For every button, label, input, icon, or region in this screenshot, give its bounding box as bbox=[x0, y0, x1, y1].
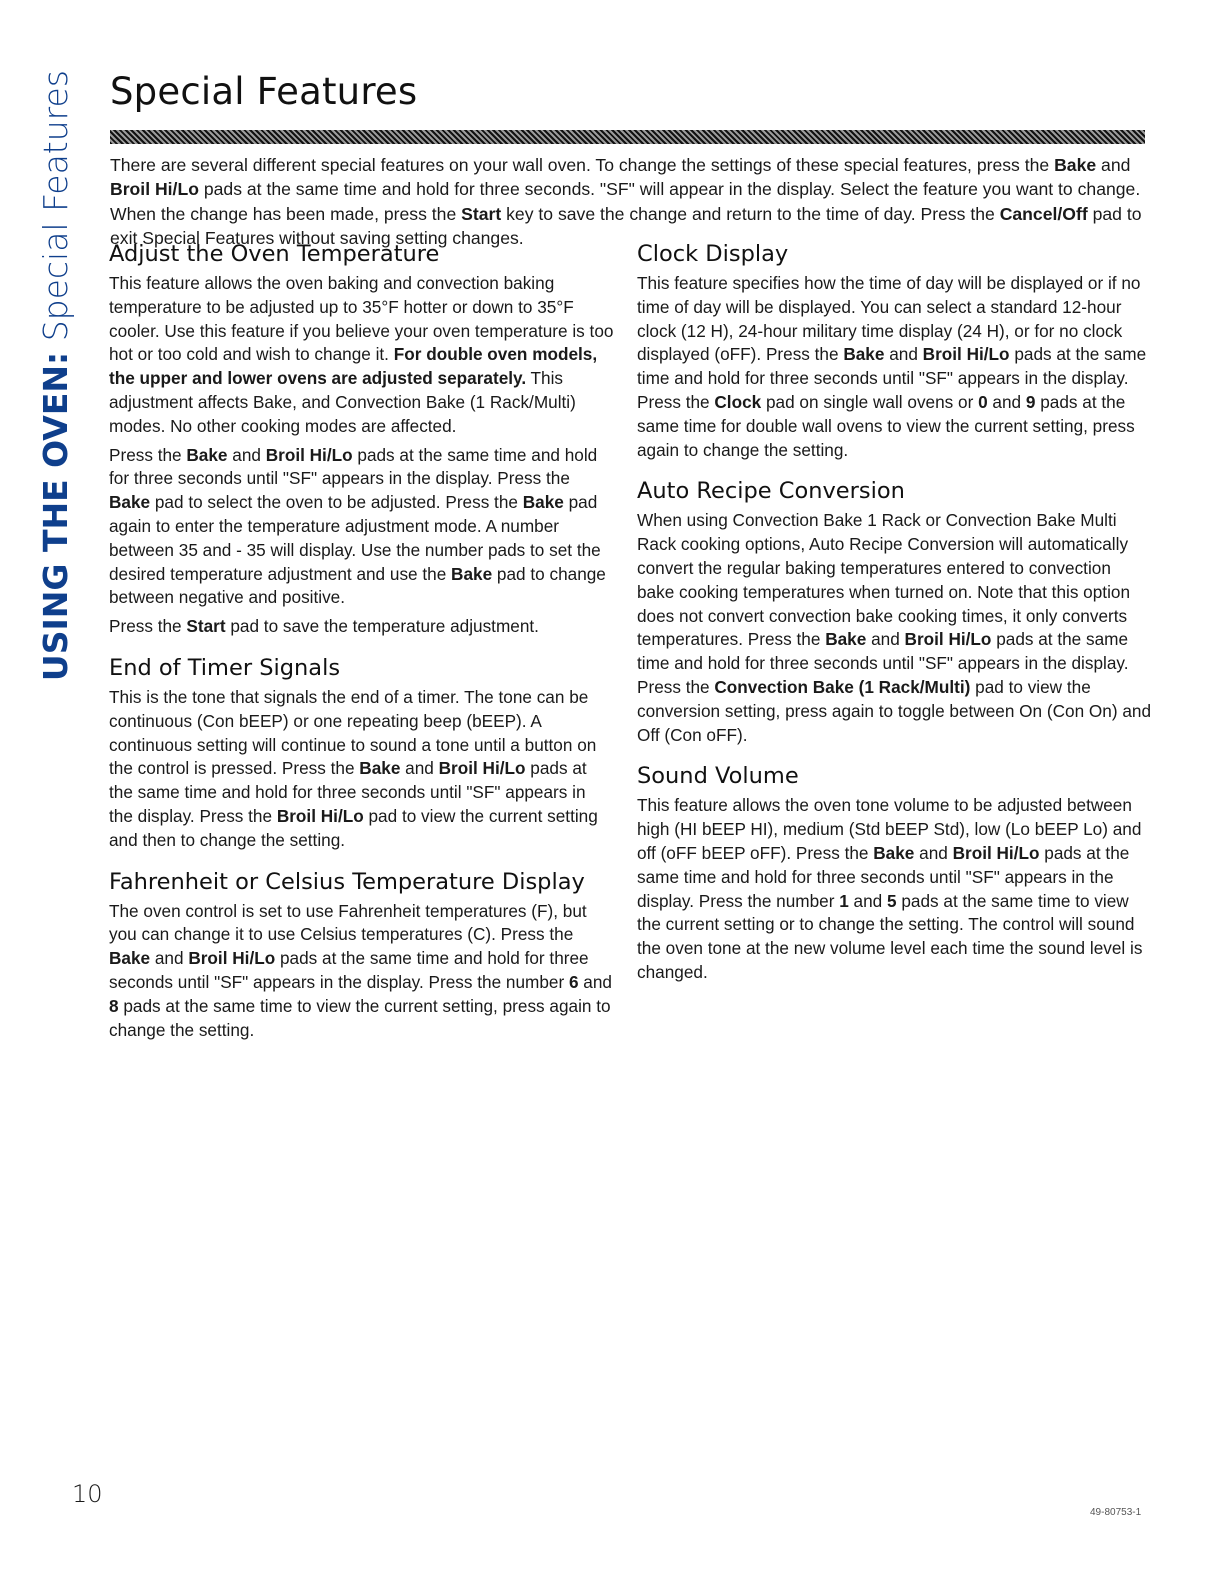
bold-term: Convection Bake (1 Rack/Multi) bbox=[714, 676, 971, 697]
section-paragraph: This feature specifies how the time of day will be displayed or if no time of day will be displayed. You can select a standard 12-hour clock (12 H), 24-hour military time display (24 H), or for no clock displayed (oFF). Press the Bake and Broil Hi/Lo pads at the same time and hold for three seconds until "SF" appears in the display. Press the Clock pad on single wall ovens or 0 and 9 pads at the same time for double wall ovens to view the current setting, press again to change the setting. bbox=[637, 273, 1147, 460]
section-heading: Sound Volume bbox=[637, 763, 799, 790]
bold-term: For double oven models, the upper and lower ovens are adjusted separately. bbox=[109, 344, 598, 389]
left-section bbox=[109, 240, 614, 639]
section-paragraph: When using Convection Bake 1 Rack or Convection Bake Multi Rack cooking options, Auto Recipe Conversion will automatically convert the regular baking temperatures entered to convection bake cooking temperatures when turned on. Note that this option does not convert convection bake cooking times, it only converts temperatures. Press the Bake and Broil Hi/Lo pads at the same time and hold for three seconds until "SF" appears in the display. Press the Convection Bake (1 Rack/Multi) pad to view the conversion setting, press again to toggle between On (Con On) and Off (Con oFF). bbox=[637, 510, 1152, 745]
bold-term: Bake bbox=[451, 563, 493, 584]
bold-term: Broil Hi/Lo bbox=[438, 758, 526, 779]
bold-term: Broil Hi/Lo bbox=[188, 948, 276, 969]
section-heading: Auto Recipe Conversion bbox=[637, 478, 905, 505]
bold-term: Bake bbox=[359, 758, 401, 779]
bold-term: Bake bbox=[522, 492, 564, 513]
side-title-bold: USING THE OVEN: bbox=[36, 351, 75, 682]
side-title-light: Special Features bbox=[36, 70, 75, 342]
bold-term: Bake bbox=[825, 629, 867, 650]
section-heading: Adjust the Oven Temperature bbox=[109, 241, 440, 267]
section-heading: End of Timer Signals bbox=[109, 654, 341, 681]
bold-term: Broil Hi/Lo bbox=[952, 842, 1040, 863]
left-section bbox=[109, 868, 614, 1043]
bold-term: Broil Hi/Lo bbox=[265, 444, 353, 465]
right-section bbox=[637, 762, 1152, 984]
section-heading: Fahrenheit or Celsius Temperature Display bbox=[109, 868, 585, 895]
bold-term: Broil Hi/Lo bbox=[276, 805, 364, 826]
bold-term: Bake bbox=[109, 492, 151, 513]
section-paragraph: Press the Start pad to save the temperature adjustment. bbox=[109, 616, 539, 637]
left-column bbox=[109, 240, 614, 1057]
bold-term: Bake bbox=[843, 344, 885, 365]
bold-term: Start bbox=[461, 203, 502, 224]
section-paragraph: Press the Bake and Broil Hi/Lo pads at the same time and hold for three seconds until "SF" appears in the display. Press the Bake pad to select the oven to be adjusted. Press the Bake pad again to enter the temperature adjustment mode. A number between 35 and - 35 will display. Use the number pads to set the desired temperature adjustment and use the Bake pad to change between negative and positive. bbox=[109, 444, 606, 608]
right-section bbox=[637, 477, 1152, 747]
section-heading: Clock Display bbox=[637, 241, 789, 267]
right-section bbox=[637, 240, 1152, 462]
bold-term: 9 bbox=[1025, 391, 1036, 412]
side-section-title bbox=[36, 70, 76, 700]
bold-term: Broil Hi/Lo bbox=[904, 629, 992, 650]
bold-term: 8 bbox=[109, 995, 119, 1016]
bold-term: Bake bbox=[109, 948, 151, 969]
bold-term: 1 bbox=[839, 890, 849, 911]
right-column bbox=[637, 240, 1152, 1000]
bold-term: Bake bbox=[1054, 155, 1097, 175]
bold-term: 0 bbox=[978, 391, 988, 412]
bold-term: Broil Hi/Lo bbox=[110, 179, 199, 200]
page-title: Special Features bbox=[110, 70, 418, 113]
left-section bbox=[109, 654, 614, 853]
bold-term: Bake bbox=[873, 842, 915, 863]
intro-paragraph: There are several different special features on your wall oven. To change the settings of these special features, press the Bake and Broil Hi/Lo pads at the same time and hold for three seconds. "SF" will appear in the display. Select the feature you want to change. When the change has been made, press the Start key to save the change and return to the time of day. Press the Cancel/Off pad to exit Special Features without saving setting changes. bbox=[110, 155, 1142, 248]
section-paragraph: This feature allows the oven tone volume to be adjusted between high (HI bEEP HI), medium (Std bEEP Std), low (Lo bEEP Lo) and off (oFF bEEP oFF). Press the Bake and Broil Hi/Lo pads at the same time and hold for three seconds until "SF" appears in the display. Press the number 1 and 5 pads at the same time to view the current setting or to change the setting. The control will sound the oven tone at the new volume level each time the sound level is changed. bbox=[637, 795, 1143, 982]
bold-term: 5 bbox=[887, 890, 897, 911]
title-rule bbox=[110, 130, 1145, 144]
section-paragraph: This feature allows the oven baking and convection baking temperature to be adjusted up to 35°F hotter or down to 35°F cooler. Use this feature if you believe your oven temperature is too hot or too cold and wish to change it. For double oven models, the upper and lower ovens are adjusted separately. This adjustment affects Bake, and Convection Bake (1 Rack/Multi) modes. No other cooking modes are affected. bbox=[109, 273, 614, 436]
document-code: 49-80753-1 bbox=[1090, 1507, 1142, 1518]
bold-term: Clock bbox=[714, 391, 762, 412]
bold-term: Start bbox=[186, 616, 226, 637]
section-paragraph: The oven control is set to use Fahrenheit temperatures (F), but you can change it to use Celsius temperatures (C). Press the Bake and Broil Hi/Lo pads at the same time and hold for three seconds until "SF" appears in the display. Press the number 6 and 8 pads at the same time to view the current setting, press again to change the setting. bbox=[109, 900, 612, 1040]
bold-term: Bake bbox=[186, 444, 228, 465]
bold-term: Broil Hi/Lo bbox=[922, 344, 1010, 365]
bold-term: Cancel/Off bbox=[999, 203, 1088, 224]
bold-term: 6 bbox=[568, 971, 579, 992]
section-paragraph: This is the tone that signals the end of a timer. The tone can be continuous (Con bEEP) or one repeating beep (bEEP). A continuous setting will continue to sound a tone until a button on the control is pressed. Press the Bake and Broil Hi/Lo pads at the same time and hold for three seconds until "SF" appears in the display. Press the Broil Hi/Lo pad to view the current setting and then to change the setting. bbox=[109, 686, 598, 850]
page-number: 10 bbox=[72, 1480, 103, 1508]
